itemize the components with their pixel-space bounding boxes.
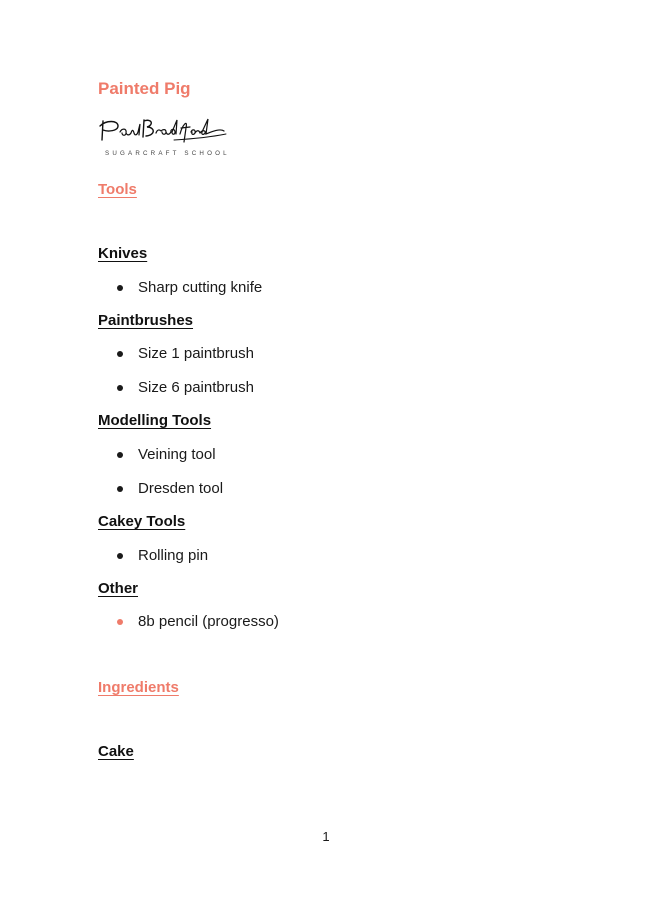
list-item [117, 279, 262, 296]
list-item-text: Size 1 paintbrush [138, 345, 254, 362]
list-item-text: 8b pencil (progresso) [138, 613, 279, 630]
list-item [117, 446, 216, 463]
subheading-cakey-tools: Cakey Tools [98, 513, 186, 530]
bullet-icon [117, 486, 123, 492]
list-item [117, 613, 279, 630]
bullet-icon [117, 452, 123, 458]
subheading-other: Other [98, 580, 139, 597]
section-heading-tools: Tools [98, 181, 137, 198]
bullet-icon [117, 385, 123, 391]
list-item [117, 480, 223, 497]
section-heading-ingredients: Ingredients [98, 679, 179, 696]
subheading-knives: Knives [98, 245, 148, 262]
bullet-icon [117, 285, 123, 291]
page-number: 1 [322, 829, 330, 844]
bullet-icon [117, 553, 123, 559]
list-item [117, 345, 254, 362]
subheading-paintbrushes: Paintbrushes [98, 312, 194, 329]
list-item-text: Dresden tool [138, 480, 224, 497]
page-title: Painted Pig [98, 79, 191, 98]
list-item-text: Size 6 paintbrush [138, 379, 254, 396]
bullet-icon [117, 619, 123, 625]
logo-tagline: SUGARCRAFT SCHOOL [105, 150, 230, 157]
list-item-text: Sharp cutting knife [138, 279, 263, 296]
subheading-modelling-tools: Modelling Tools [98, 412, 212, 429]
list-item-text: Veining tool [138, 446, 216, 463]
subheading-cake: Cake [98, 743, 134, 760]
list-item-text: Rolling pin [138, 547, 209, 564]
bullet-icon [117, 351, 123, 357]
list-item [117, 379, 254, 396]
list-item [117, 547, 208, 564]
paul-bradford-logo [96, 112, 231, 160]
